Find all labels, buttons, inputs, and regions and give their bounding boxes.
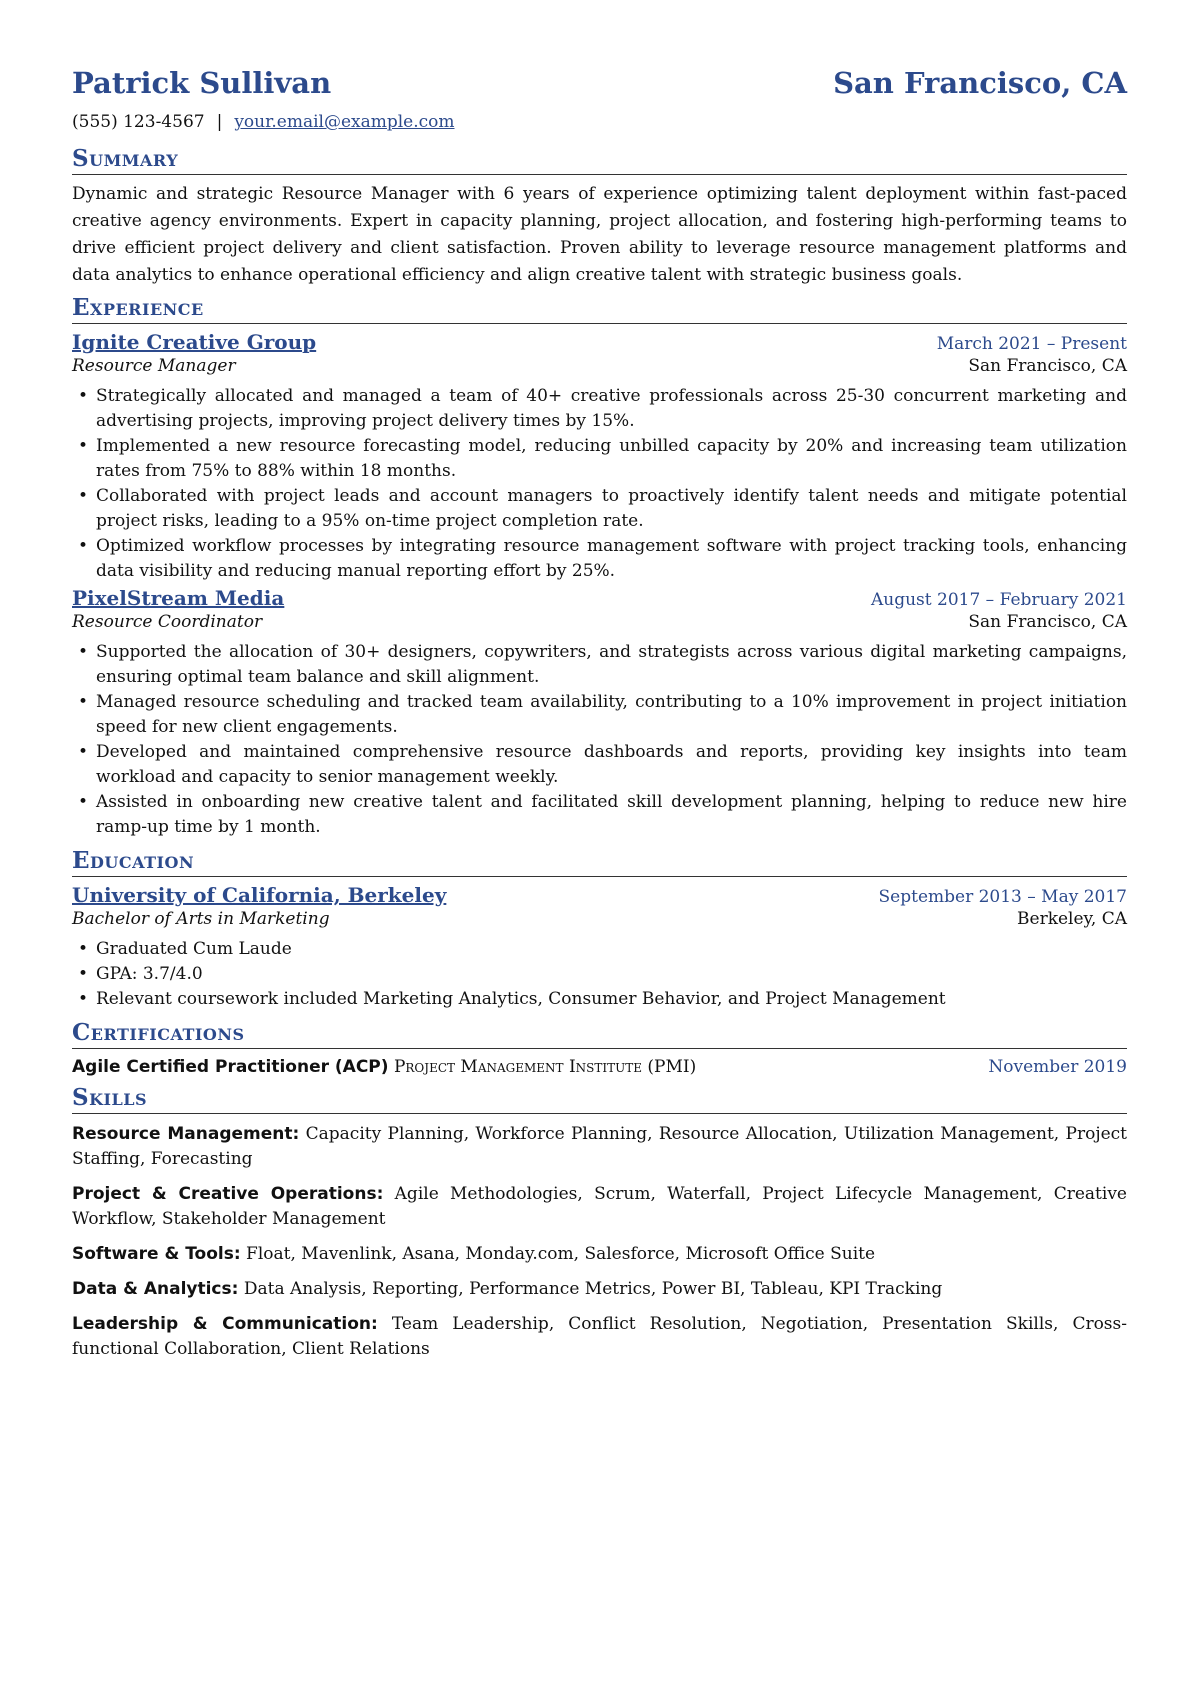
company-name[interactable]: PixelStream Media [72, 586, 285, 610]
job-entry [72, 330, 1127, 584]
summary-heading: Summary [72, 146, 1127, 175]
job-location: San Francisco, CA [968, 356, 1127, 376]
contact-line [72, 112, 1127, 132]
degree: Bachelor of Arts in Marketing [72, 909, 330, 929]
bullet-item: • Supported the allocation of 30+ designers, copywriters, and strategists across various digital marketing campaigns, ensuring optimal team balance and skill alignment. [72, 640, 1127, 690]
skill-group [72, 1312, 1127, 1362]
job-subheader [72, 356, 1127, 376]
job-entry [72, 586, 1127, 840]
skill-group-items: Capacity Planning, Workforce Planning, Resource Allocation, Utilization Management, Project Staffing, Forecasting [72, 1124, 1128, 1169]
resume-content [72, 0, 1127, 1362]
resume-header [72, 66, 1127, 100]
summary-text: Dynamic and strategic Resource Manager with 6 years of experience optimizing talent deployment within fast-paced creative agency environments. Expert in capacity planning, project allocation, and fostering high-performing teams to drive efficient project delivery and client satisfaction. Proven ability to leverage resource management platforms and data analytics to enhance operational efficiency and align creative talent with strategic business goals. [72, 184, 1127, 285]
candidate-name: Patrick Sullivan [72, 66, 332, 100]
bullet-item: • Developed and maintained comprehensive resource dashboards and reports, providing key insights into team workload and capacity to senior management weekly. [72, 740, 1127, 790]
company-name[interactable]: Ignite Creative Group [72, 330, 317, 354]
education-header [72, 883, 1127, 907]
bullet-item: • GPA: 3.7/4.0 [72, 962, 1127, 987]
experience-section [72, 295, 1127, 840]
skills-heading: Skills [72, 1085, 1127, 1114]
skill-group-items: Team Leadership, Conflict Resolution, Negotiation, Presentation Skills, Cross-functional Collaboration, Client Relations [72, 1314, 1127, 1359]
contact-separator: | [216, 112, 223, 132]
bullet-item: • Managed resource scheduling and tracked team availability, contributing to a 10% improvement in project initiation speed for new client engagements. [72, 690, 1127, 740]
job-title: Resource Manager [72, 356, 236, 376]
skill-group [72, 1182, 1127, 1232]
certification-item [72, 1057, 1127, 1077]
education-subheader [72, 909, 1127, 929]
skill-group [72, 1122, 1127, 1172]
experience-heading: Experience [72, 295, 1127, 324]
skill-group-items: Float, Mavenlink, Asana, Monday.com, Salesforce, Microsoft Office Suite [246, 1244, 876, 1264]
candidate-location: San Francisco, CA [833, 66, 1127, 100]
job-title: Resource Coordinator [72, 612, 263, 632]
skill-group-items: Data Analysis, Reporting, Performance Metrics, Power BI, Tableau, KPI Tracking [243, 1279, 943, 1299]
skill-group [72, 1277, 1127, 1302]
school-location: Berkeley, CA [1017, 909, 1127, 929]
bullet-item: • Strategically allocated and managed a team of 40+ creative professionals across 25-30 concurrent marketing and advertising projects, improving project delivery times by 15%. [72, 384, 1127, 434]
skills-section [72, 1085, 1127, 1362]
certifications-heading: Certifications [72, 1020, 1127, 1049]
certification-text [72, 1057, 696, 1077]
bullet-item: • Graduated Cum Laude [72, 937, 1127, 962]
education-bullets [72, 937, 1127, 1012]
bullet-item: • Collaborated with project leads and account managers to proactively identify talent needs and mitigate potential project risks, leading to a 95% on-time project completion rate. [72, 484, 1127, 534]
job-header [72, 586, 1127, 610]
certification-issuer: Project Management Institute (PMI) [393, 1057, 697, 1077]
education-dates: September 2013 – May 2017 [878, 887, 1127, 907]
education-heading: Education [72, 848, 1127, 877]
certification-name: Agile Certified Practitioner (ACP) [72, 1057, 389, 1077]
bullet-item: • Optimized workflow processes by integrating resource management software with project tracking tools, enhancing data visibility and reducing manual reporting effort by 25%. [72, 534, 1127, 584]
phone-number: (555) 123-4567 [72, 112, 205, 132]
certifications-section [72, 1020, 1127, 1077]
school-name[interactable]: University of California, Berkeley [72, 883, 447, 907]
bullet-item: • Relevant coursework included Marketing Analytics, Consumer Behavior, and Project Management [72, 987, 1127, 1012]
email-link[interactable]: your.email@example.com [234, 112, 455, 132]
job-bullets [72, 384, 1127, 584]
job-subheader [72, 612, 1127, 632]
job-location: San Francisco, CA [968, 612, 1127, 632]
job-dates: March 2021 – Present [936, 334, 1127, 354]
skill-group-label: Resource Management: [72, 1124, 300, 1144]
skill-group [72, 1242, 1127, 1267]
job-dates: August 2017 – February 2021 [870, 590, 1127, 610]
skill-group-label: Software & Tools: [72, 1244, 241, 1264]
skill-group-label: Project & Creative Operations: [72, 1184, 384, 1204]
bullet-item: • Implemented a new resource forecasting model, reducing unbilled capacity by 20% and increasing team utilization rates from 75% to 88% within 18 months. [72, 434, 1127, 484]
job-header [72, 330, 1127, 354]
bullet-item: • Assisted in onboarding new creative talent and facilitated skill development planning, helping to reduce new hire ramp-up time by 1 month. [72, 790, 1127, 840]
skill-group-items: Agile Methodologies, Scrum, Waterfall, Project Lifecycle Management, Creative Workflow, Stakeholder Management [72, 1184, 1127, 1229]
certification-date: November 2019 [988, 1057, 1127, 1077]
skill-group-label: Data & Analytics: [72, 1279, 239, 1299]
job-bullets [72, 640, 1127, 840]
skill-group-label: Leadership & Communication: [72, 1314, 378, 1334]
education-section [72, 848, 1127, 1012]
summary-section [72, 146, 1127, 289]
